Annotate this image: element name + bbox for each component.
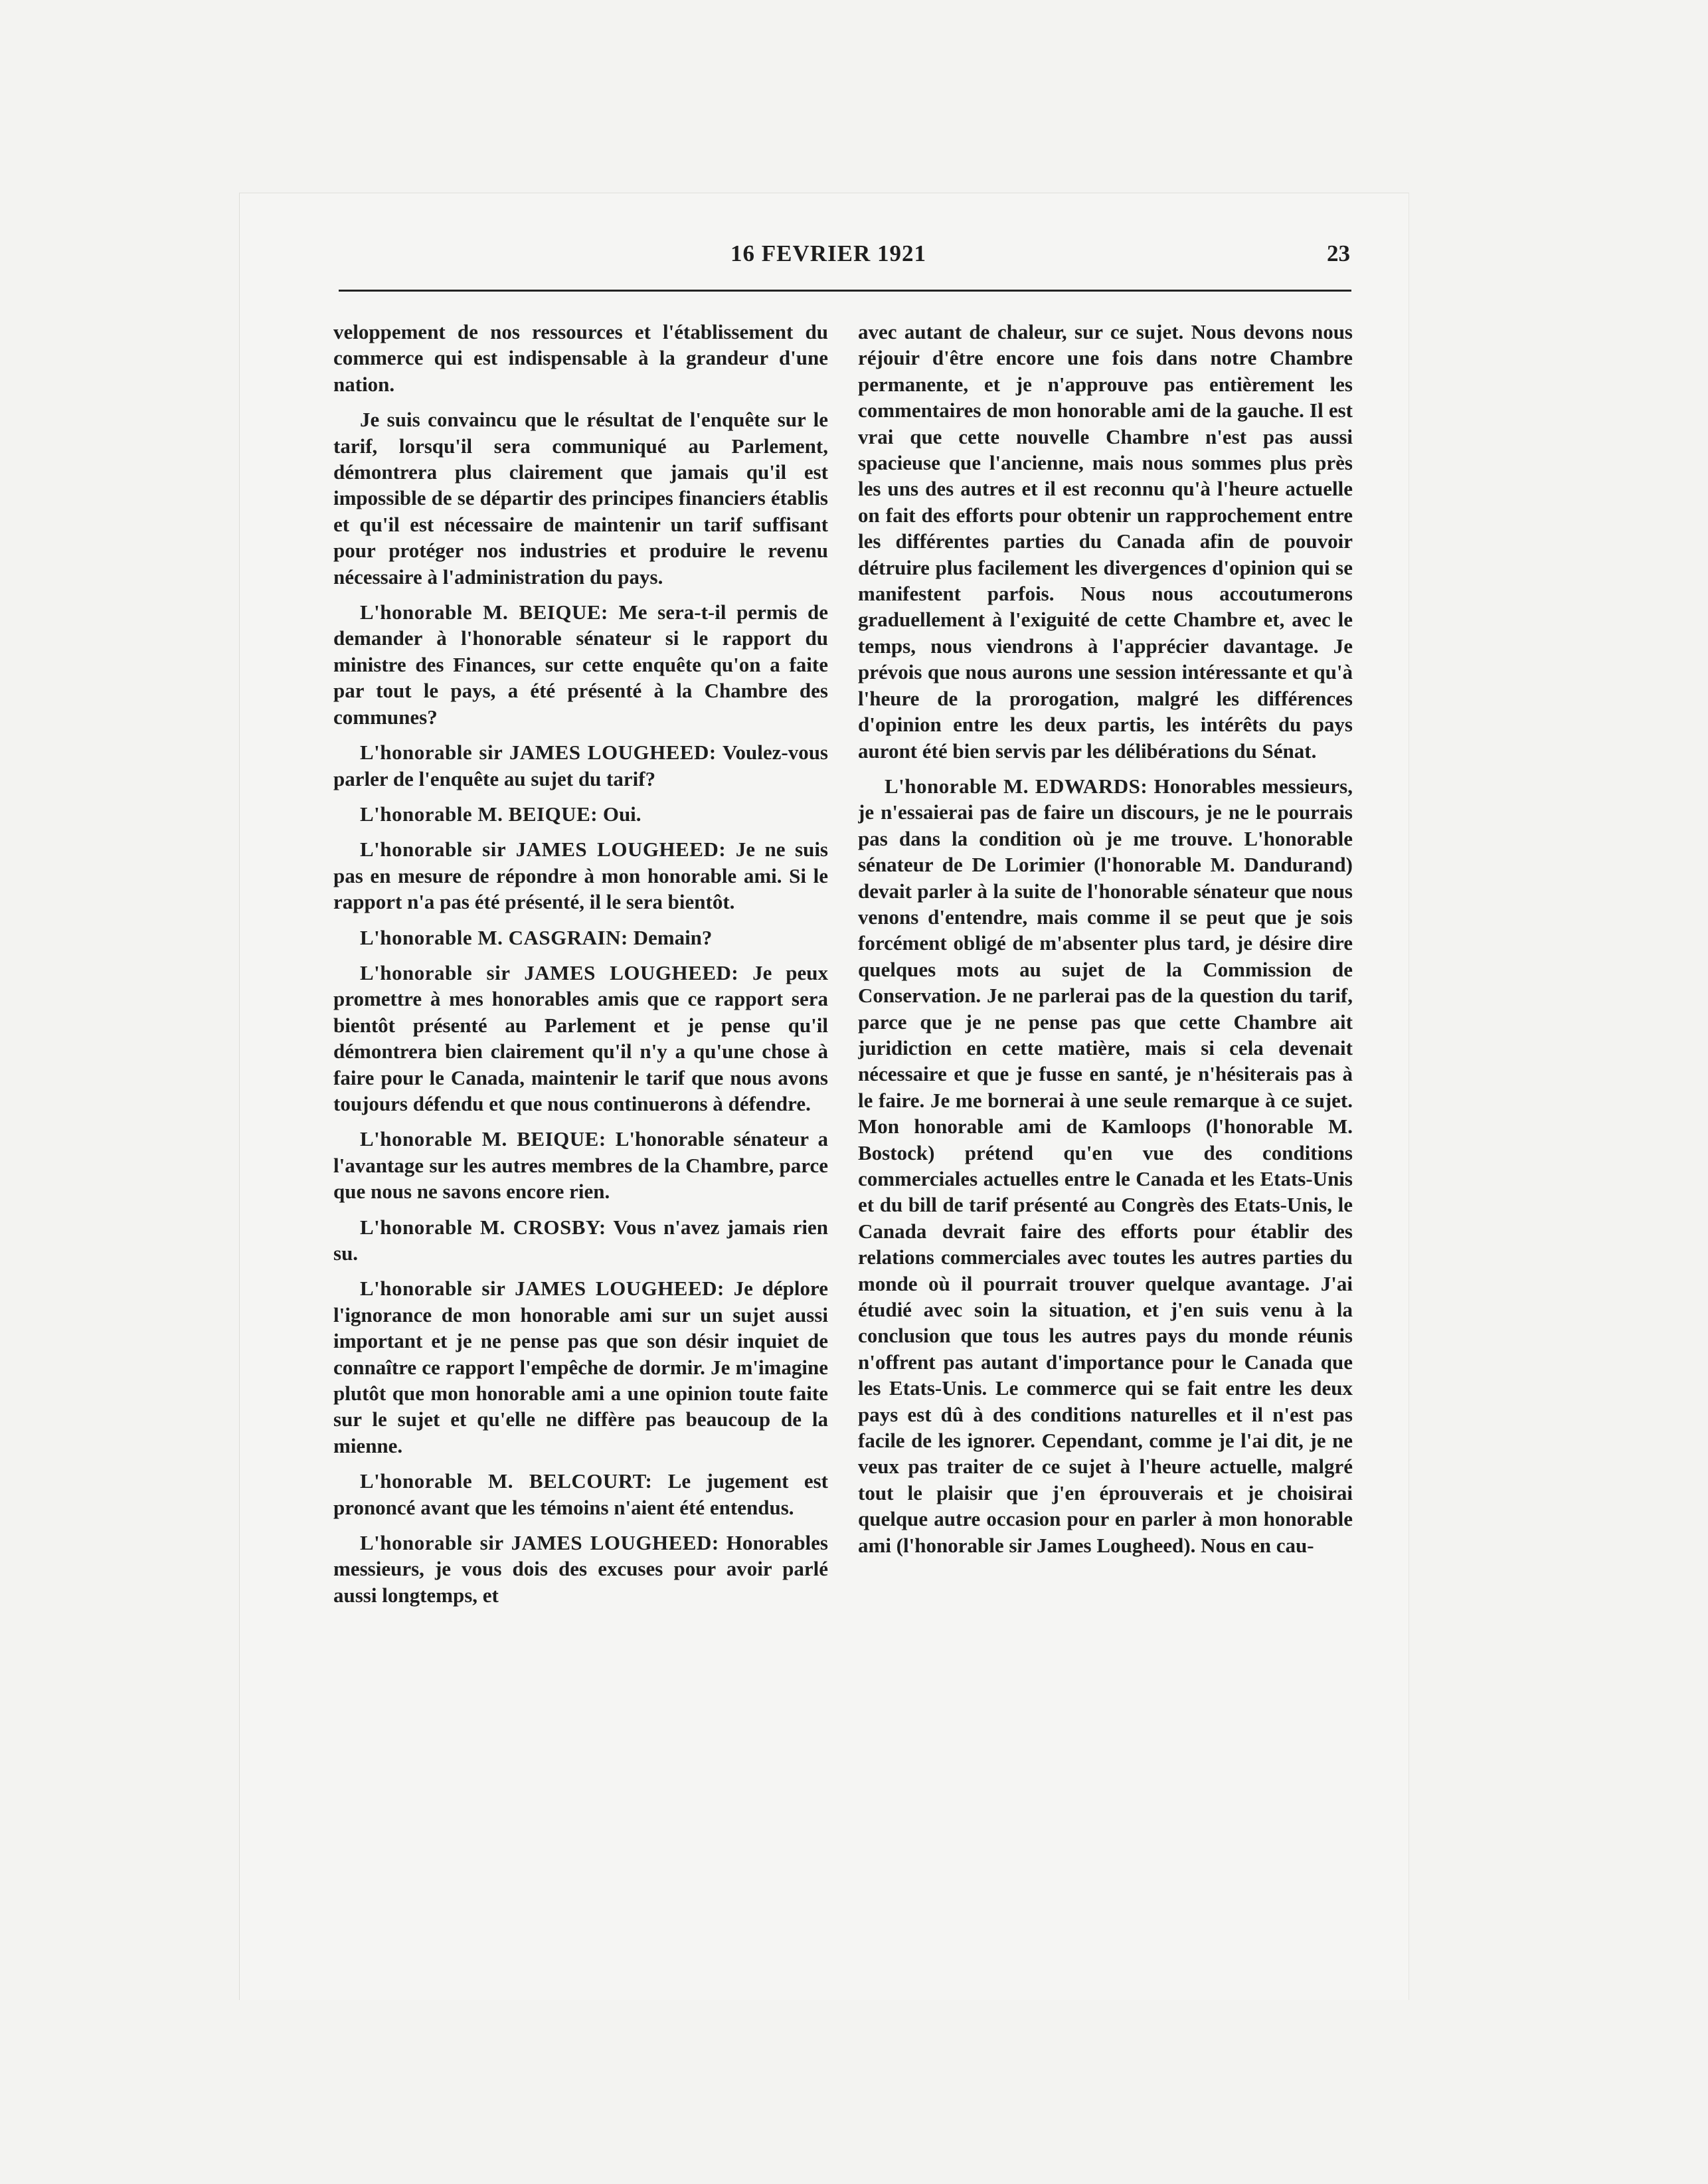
paragraph <box>333 407 828 590</box>
paragraph <box>333 836 828 915</box>
paragraph <box>858 319 1353 764</box>
paragraph-text: Je peux promettre à mes honorables amis que ce rapport sera bientôt présenté au Parlement et je pense qu'il démontrera bien clairement qu'il n'y a qu'une chose à faire pour le Canada, maintenir le tarif que nous avons toujours défendu et que nous continuerons à défendre. <box>333 960 828 1115</box>
speaker-name: L'honorable sir JAMES LOUGHEED: <box>360 1277 725 1301</box>
speaker-name: L'honorable sir JAMES LOUGHEED: <box>360 960 739 984</box>
paragraph-text: avec autant de chaleur, sur ce sujet. Nous devons nous réjouir d'être encore une fois dans notre Chambre permanente, et je n'approuve pas entièrement les commentaires de mon honorable ami de la gauche. Il est vrai que cette nouvelle Chambre n'est pas aussi spacieuse que l'ancienne, mais nous sommes plus près les uns des autres et il est reconnu qu'à l'heure actuelle on fait des efforts pour obtenir un rapprochement entre les différentes parties du Canada afin de pouvoir détruire plus facilement les divergences d'opinion qui se manifestent parfois. Nous nous accoutumerons graduellement à l'exiguité de cette Chambre et, avec le temps, nous viendrons à l'apprécier davantage. Je prévois que nous aurons une session intéressante et qu'à l'heure de la prorogation, malgré les différences d'opinion entre les deux partis, les intérêts du pays auront été bien servis par les délibérations du Sénat. <box>858 320 1353 763</box>
paragraph <box>333 1126 828 1204</box>
paragraph-text: Vous n'avez jamais rien su. <box>333 1215 828 1265</box>
paragraph <box>333 739 828 792</box>
speaker-name: L'honorable M. BEIQUE: <box>360 802 598 826</box>
paragraph-text: veloppement de nos ressources et l'établissement du commerce qui est indispensable à la grandeur d'une nation. <box>333 320 828 396</box>
paragraph <box>333 1214 828 1267</box>
speaker-name: L'honorable M. BELCOURT: <box>360 1469 653 1493</box>
page-number: 23 <box>1327 240 1350 266</box>
header-rule <box>339 290 1351 292</box>
speaker-name: L'honorable M. CROSBY: <box>360 1215 606 1239</box>
speaker-name: L'honorable sir JAMES LOUGHEED: <box>360 838 726 862</box>
paragraph-text: Honorables messieurs, je n'essaierai pas de faire un discours, je ne le pourrais pas dans la condition où je me trouve. L'honorable sénateur de De Lorimier (l'honorable M. Dandurand) devait parler à la suite de l'honorable sénateur que nous venons d'entendre, mais comme il se peut que je sois forcément obligé de m'absenter plus tard, je désire dire quelques mots au sujet de la Commission de Conservation. Je ne parlerai pas de la question du tarif, parce que je ne pense pas que cette Chambre ait juridiction en cette matière, mais si cela devenait nécessaire et que je fusse en santé, je n'hésiterais pas à le faire. Je me bornerai à une seule remarque à ce sujet. Mon honorable ami de Kamloops (l'honorable M. Bostock) prétend qu'en vue des conditions commerciales actuelles entre le Canada et les Etats-Unis et du bill de tarif présenté au Congrès des Etats-Unis, le Canada devrait faire des efforts pour établir des relations commerciales avec toutes les autres parties du monde où il pourrait trouver quelque avantage. J'ai étudié avec soin la situation, et j'en suis venu à la conclusion que tous les autres pays du monde réunis n'offrent pas autant d'importance pour le Canada que les Etats-Unis. Le commerce qui se fait entre les deux pays est dû à des conditions naturelles et il n'est pas facile de les ignorer. Cependant, comme je l'ai dit, je ne veux pas traiter de ce sujet à l'heure actuelle, malgré tout le plaisir que j'en éprouverais et je choisirai quelque autre occasion pour en parler à mon honorable ami (l'honorable sir James Lougheed). Nous en cau- <box>858 774 1353 1557</box>
paragraph-text: Je suis convaincu que le résultat de l'enquête sur le tarif, lorsqu'il sera communiqué au Parlement, démontrera plus clairement que jamais qu'il est impossible de se départir des principes financiers établis et qu'il est nécessaire de maintenir un tarif suffisant pour protéger nos industries et produire le revenu nécessaire à l'administration du pays. <box>333 408 828 589</box>
speaker-name: L'honorable M. EDWARDS: <box>885 774 1148 798</box>
right-text-column <box>858 319 1353 1900</box>
paragraph <box>333 1530 828 1608</box>
paragraph-text: Je ne suis pas en mesure de répondre à mon honorable ami. Si le rapport n'a pas été présenté, il le sera bientôt. <box>333 838 828 914</box>
paragraph-text: Demain? <box>633 925 713 949</box>
paragraph-text: Oui. <box>602 802 641 826</box>
paragraph <box>333 1275 828 1459</box>
paragraph <box>333 319 828 397</box>
paragraph-text: Voulez-vous parler de l'enquête au sujet du tarif? <box>333 741 828 790</box>
speaker-name: L'honorable sir JAMES LOUGHEED: <box>360 741 717 765</box>
paragraph-text: Le jugement est prononcé avant que les témoins n'aient été entendus. <box>333 1469 828 1519</box>
paragraph-text: Je déplore l'ignorance de mon honorable ami sur un sujet aussi important et je ne pense pas que son désir inquiet de connaître ce rapport l'empêche de dormir. Je m'imagine plutôt que mon honorable ami a une opinion toute faite sur le sujet et qu'elle ne diffère pas beaucoup de la mienne. <box>333 1277 828 1457</box>
paragraph-text: Me sera-t-il permis de demander à l'honorable sénateur si le rapport du ministre des Finances, sur cette enquête qu'on a faite par tout le pays, a été présenté à la Chambre des communes? <box>333 600 828 729</box>
speaker-name: L'honorable sir JAMES LOUGHEED: <box>360 1531 719 1555</box>
paragraph <box>333 1468 828 1520</box>
paragraph-text: Honorables messieurs, je vous dois des excuses pour avoir parlé aussi longtemps, et <box>333 1531 828 1607</box>
paragraph-text: L'honorable sénateur a l'avantage sur les autres membres de la Chambre, parce que nous ne savons encore rien. <box>333 1127 828 1204</box>
paragraph <box>858 773 1353 1558</box>
paragraph <box>333 801 828 827</box>
speaker-name: L'honorable M. CASGRAIN: <box>360 925 628 949</box>
page-header-date: 16 FEVRIER 1921 <box>730 240 927 266</box>
left-text-column <box>333 319 828 1900</box>
paragraph <box>333 960 828 1117</box>
paragraph <box>333 599 828 730</box>
paragraph <box>333 925 828 951</box>
speaker-name: L'honorable M. BEIQUE: <box>360 1127 606 1151</box>
speaker-name: L'honorable M. BEIQUE: <box>360 600 608 624</box>
